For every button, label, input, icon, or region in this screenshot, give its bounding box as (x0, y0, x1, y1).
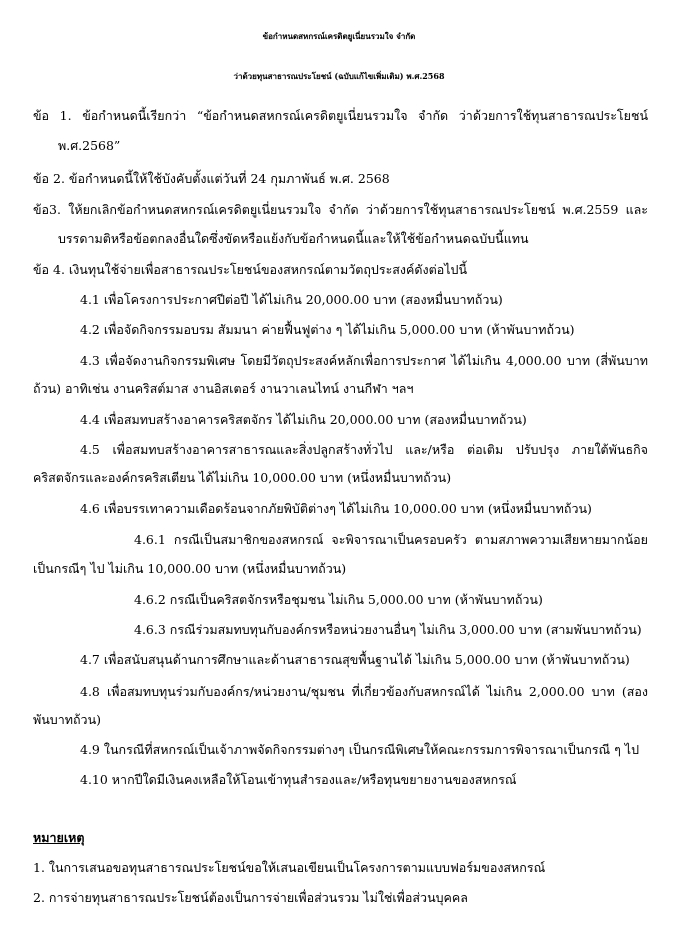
notes-heading: หมายเหตุ (33, 830, 85, 845)
item-4-5-line-1: 4.5 เพื่อสมทบสร้างอาคารสาธารณและสิ่งปลูกสร้างทั่วไป และ/หรือ ต่อเติม ปรับปรุง ภายใต้พันธกิจ (80, 442, 648, 457)
document-title: ข้อกำหนดสหกรณ์เครดิตยูเนี่ยนรวมใจ จำกัด (262, 31, 416, 41)
clause-3-line-1: ข้อ3. ให้ยกเลิกข้อกำหนดสหกรณ์เครดิตยูเนี่ยนรวมใจ จำกัด ว่าด้วยการใช้ทุนสาธารณประโยชน์ พ.ศ.2559 และ (33, 202, 648, 217)
clause-2: ข้อ 2. ข้อกำหนดนี้ให้ใช้บังคับตั้งแต่วันที่ 24 กุมภาพันธ์ พ.ศ. 2568 (33, 171, 390, 186)
clause-1-line-1: ข้อ 1. ข้อกำหนดนี้เรียกว่า “ข้อกำหนดสหกรณ์เครดิตยูเนี่ยนรวมใจ จำกัด ว่าด้วยการใช้ทุนสาธารณประโยชน์ (33, 108, 648, 123)
clause-4: ข้อ 4. เงินทุนใช้จ่ายเพื่อสาธารณประโยชน์ของสหกรณ์ตามวัตถุประสงค์ดังต่อไปนี้ (33, 262, 467, 277)
clause-3-line-2: บรรดามติหรือข้อตกลงอื่นใดซึ่งขัดหรือแย้งกับข้อกำหนดนี้และให้ใช้ข้อกำหนดฉบับนี้แทน (58, 231, 529, 246)
item-4-10: 4.10 หากปีใดมีเงินคงเหลือให้โอนเข้าทุนสำรองและ/หรือทุนขยายงานของสหกรณ์ (80, 772, 517, 787)
item-4-5-line-2: คริสตจักรและองค์กรคริสเตียน ได้ไม่เกิน 10,000.00 บาท (หนึ่งหมื่นบาทถ้วน) (33, 470, 452, 485)
item-4-6-1-line-2: เป็นกรณีๆ ไป ไม่เกิน 10,000.00 บาท (หนึ่งหมื่นบาทถ้วน) (33, 561, 347, 576)
item-4-8-line-2: พันบาทถ้วน) (33, 712, 101, 727)
item-4-6-2: 4.6.2 กรณีเป็นคริสตจักรหรือชุมชน ไม่เกิน 5,000.00 บาท (ห้าพันบาทถ้วน) (134, 592, 543, 607)
note-2: 2. การจ่ายทุนสาธารณประโยชน์ต้องเป็นการจ่ายเพื่อส่วนรวม ไม่ใช่เพื่อส่วนบุคคล (33, 890, 468, 905)
note-1: 1. ในการเสนอขอทุนสาธารณประโยชน์ขอให้เสนอเขียนเป็นโครงการตามแบบฟอร์มของสหกรณ์ (33, 860, 546, 875)
item-4-6-1-line-1: 4.6.1 กรณีเป็นสมาชิกของสหกรณ์ จะพิจารณาเป็นครอบครัว ตามสภาพความเสียหายมากน้อย (134, 532, 648, 547)
item-4-7: 4.7 เพื่อสนับสนุนด้านการศึกษาและด้านสาธารณสุขพื้นฐานได้ ไม่เกิน 5,000.00 บาท (ห้าพันบาทถ้วน) (80, 652, 630, 667)
item-4-6: 4.6 เพื่อบรรเทาความเดือดร้อนจากภัยพิบัติต่างๆ ได้ไม่เกิน 10,000.00 บาท (หนึ่งหมื่นบาทถ้วน) (80, 501, 592, 516)
item-4-4: 4.4 เพื่อสมทบสร้างอาคารคริสตจักร ได้ไม่เกิน 20,000.00 บาท (สองหมื่นบาทถ้วน) (80, 412, 527, 427)
item-4-6-3: 4.6.3 กรณีร่วมสมทบทุนกับองค์กรหรือหน่วยงานอื่นๆ ไม่เกิน 3,000.00 บาท (สามพันบาทถ้วน) (134, 622, 642, 637)
item-4-1: 4.1 เพื่อโครงการประกาศปีต่อปี ได้ไม่เกิน 20,000.00 บาท (สองหมื่นบาทถ้วน) (80, 292, 503, 307)
item-4-3-line-1: 4.3 เพื่อจัดงานกิจกรรมพิเศษ โดยมีวัตถุประสงค์หลักเพื่อการประกาศ ได้ไม่เกิน 4,000.00 บาท (สี่พันบาท (80, 353, 648, 368)
item-4-8-line-1: 4.8 เพื่อสมทบทุนร่วมกับองค์กร/หน่วยงาน/ชุมชน ที่เกี่ยวข้องกับสหกรณ์ได้ ไม่เกิน 2,000.00 บาท (สอง (80, 684, 648, 699)
item-4-3-line-2: ถ้วน) อาทิเช่น งานคริสต์มาส งานอิสเตอร์ งานวาเลนไทน์ งานกีฬา ฯลฯ (33, 381, 414, 396)
clause-1-line-2: พ.ศ.2568” (58, 138, 121, 153)
item-4-2: 4.2 เพื่อจัดกิจกรรมอบรม สัมมนา ค่ายฟื้นฟูต่าง ๆ ได้ไม่เกิน 5,000.00 บาท (ห้าพันบาทถ้วน) (80, 322, 575, 337)
document-subtitle: ว่าด้วยทุนสาธารณประโยชน์ (ฉบับแก้ไขเพิ่มเติม) พ.ศ.2568 (233, 71, 445, 81)
item-4-9: 4.9 ในกรณีที่สหกรณ์เป็นเจ้าภาพจัดกิจกรรมต่างๆ เป็นกรณีพิเศษให้คณะกรรมการพิจารณาเป็นกรณี ๆ ไป (80, 742, 640, 757)
